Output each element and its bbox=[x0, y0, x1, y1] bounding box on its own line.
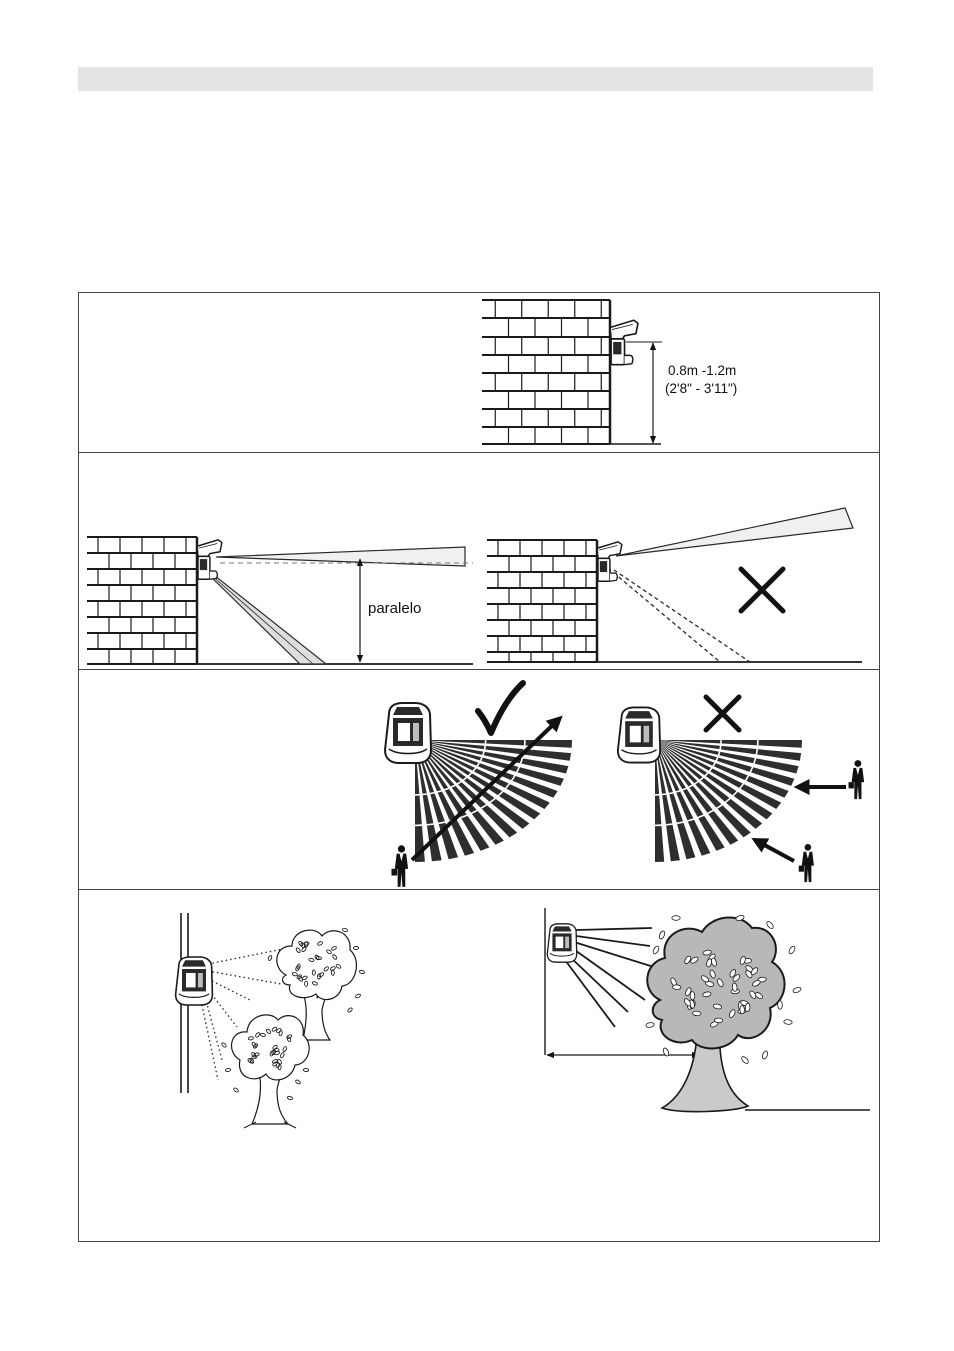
installation-guidelines-table bbox=[78, 292, 880, 1242]
mounting-height-imperial: (2'8" - 3'11") bbox=[665, 381, 738, 396]
illustration-row-mounting-height bbox=[79, 293, 879, 452]
illustration-row-parallel-alignment bbox=[79, 452, 879, 669]
parallel-label: paralelo bbox=[368, 600, 422, 617]
section-header-bar bbox=[78, 67, 873, 91]
illustration-row-walk-direction bbox=[79, 669, 879, 889]
mounting-height-metric: 0.8m -1.2m bbox=[668, 363, 737, 378]
illustration-row-trees bbox=[79, 889, 879, 1241]
